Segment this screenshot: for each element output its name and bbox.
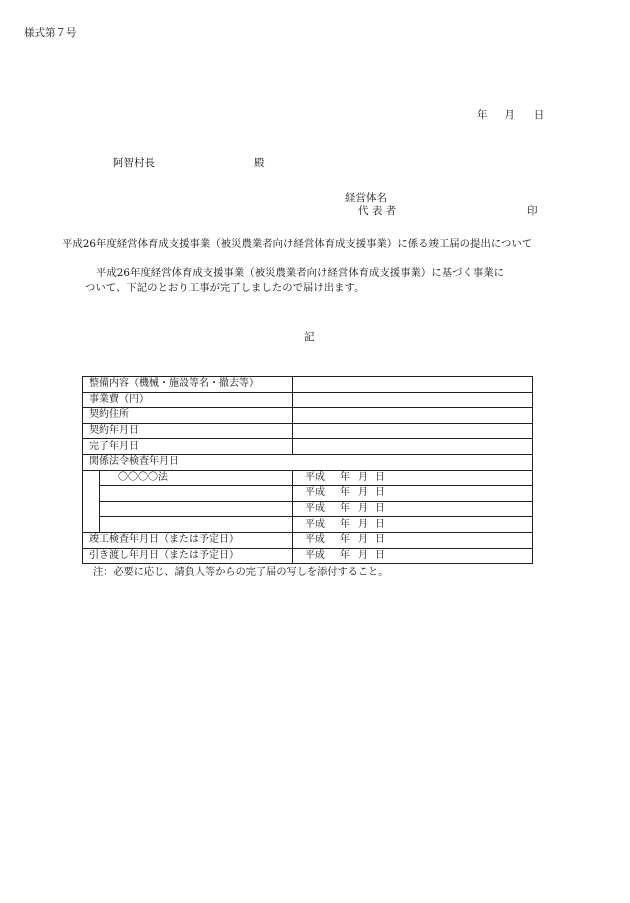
row-label-law-inspection: 関係法令検査年月日	[83, 454, 533, 470]
value-cell-cost[interactable]	[293, 392, 533, 408]
blank-law-cell[interactable]	[100, 517, 293, 533]
completion-report-table	[82, 376, 533, 564]
date-value	[305, 519, 385, 530]
value-cell-address[interactable]	[293, 408, 533, 424]
row-label-inspection-date: 竣工検査年月日（または予定日）	[83, 532, 293, 548]
date-year-label: 年	[477, 109, 488, 121]
row-label-cost: 事業費（円）	[83, 392, 293, 408]
date-value-cell[interactable]	[293, 470, 533, 486]
value-cell-contract-date[interactable]	[293, 423, 533, 439]
date-year: 年	[340, 503, 350, 515]
row-label-address: 契約住所	[83, 408, 293, 424]
table-row	[83, 439, 533, 455]
date-value	[305, 472, 385, 483]
row-label-handover-date: 引き渡し年月日（または予定日）	[83, 548, 293, 564]
date-year: 年	[340, 518, 350, 530]
date-value	[305, 503, 385, 514]
date-day: 日	[375, 549, 385, 561]
representative-label: 代 表 者	[358, 205, 397, 217]
value-cell-completion-date[interactable]	[293, 439, 533, 455]
table-row	[83, 454, 533, 470]
date-month: 月	[358, 518, 368, 530]
date-era: 平成	[305, 471, 325, 483]
addressee-name: 阿智村長	[113, 157, 155, 169]
date-line	[477, 110, 544, 121]
date-year: 年	[340, 534, 350, 546]
date-era: 平成	[305, 518, 325, 530]
date-year: 年	[340, 487, 350, 499]
table-row	[83, 423, 533, 439]
date-month: 月	[358, 471, 368, 483]
value-cell-equipment[interactable]	[293, 377, 533, 393]
table-row	[83, 392, 533, 408]
table-row	[83, 532, 533, 548]
date-month: 月	[358, 549, 368, 561]
date-year: 年	[340, 471, 350, 483]
ki-heading: 記	[304, 331, 315, 343]
date-day: 日	[375, 518, 385, 530]
date-value	[305, 534, 385, 545]
table-row	[83, 548, 533, 564]
date-era: 平成	[305, 549, 325, 561]
date-era: 平成	[305, 503, 325, 515]
table-row	[83, 517, 533, 533]
table-row	[83, 470, 533, 486]
date-day-label: 日	[533, 109, 545, 121]
date-era: 平成	[305, 534, 325, 546]
date-month: 月	[358, 487, 368, 499]
date-day: 日	[375, 487, 385, 499]
footnote: 注：必要に応じ、請負人等からの完了届の写しを添付すること。	[93, 567, 389, 578]
row-label-completion-date: 完了年月日	[83, 439, 293, 455]
indent-cell	[83, 501, 100, 517]
blank-law-cell[interactable]	[100, 486, 293, 502]
date-era: 平成	[305, 487, 325, 499]
row-label-equipment: 整備内容（機械・施設等名・撤去等）	[83, 377, 293, 393]
date-month: 月	[358, 503, 368, 515]
date-value-cell[interactable]	[293, 517, 533, 533]
date-day: 日	[375, 471, 385, 483]
body-line-1: 平成26年度経営体育成支援事業（被災農業者向け経営体育成支援事業）に基づく事業に	[96, 267, 505, 279]
table-row	[83, 486, 533, 502]
date-value-cell[interactable]	[293, 486, 533, 502]
row-label-law-name: 〇〇〇〇法	[100, 470, 293, 486]
date-day: 日	[375, 503, 385, 515]
table-row	[83, 377, 533, 393]
subject-line: 平成26年度経営体育成支援事業（被災農業者向け経営体育成支援事業）に係る竣工届の提出について	[62, 238, 533, 250]
date-month: 月	[358, 534, 368, 546]
seal-mark: 印	[527, 205, 538, 217]
date-value-cell[interactable]	[293, 548, 533, 564]
form-number: 様式第７号	[24, 27, 77, 39]
addressee-honorific: 殿	[254, 157, 265, 169]
body-line-2: ついて、下記のとおり工事が完了しましたので届け出ます。	[85, 282, 365, 294]
date-day: 日	[375, 534, 385, 546]
date-value	[305, 550, 385, 561]
indent-cell	[83, 470, 100, 486]
date-month-label: 月	[504, 109, 515, 121]
date-year: 年	[340, 549, 350, 561]
indent-cell	[83, 486, 100, 502]
entity-name-label: 経営体名	[345, 192, 387, 204]
blank-law-cell[interactable]	[100, 501, 293, 517]
date-value-cell[interactable]	[293, 532, 533, 548]
indent-cell	[83, 517, 100, 533]
row-label-contract-date: 契約年月日	[83, 423, 293, 439]
date-value	[305, 487, 385, 498]
date-value-cell[interactable]	[293, 501, 533, 517]
table-row	[83, 408, 533, 424]
table-row	[83, 501, 533, 517]
